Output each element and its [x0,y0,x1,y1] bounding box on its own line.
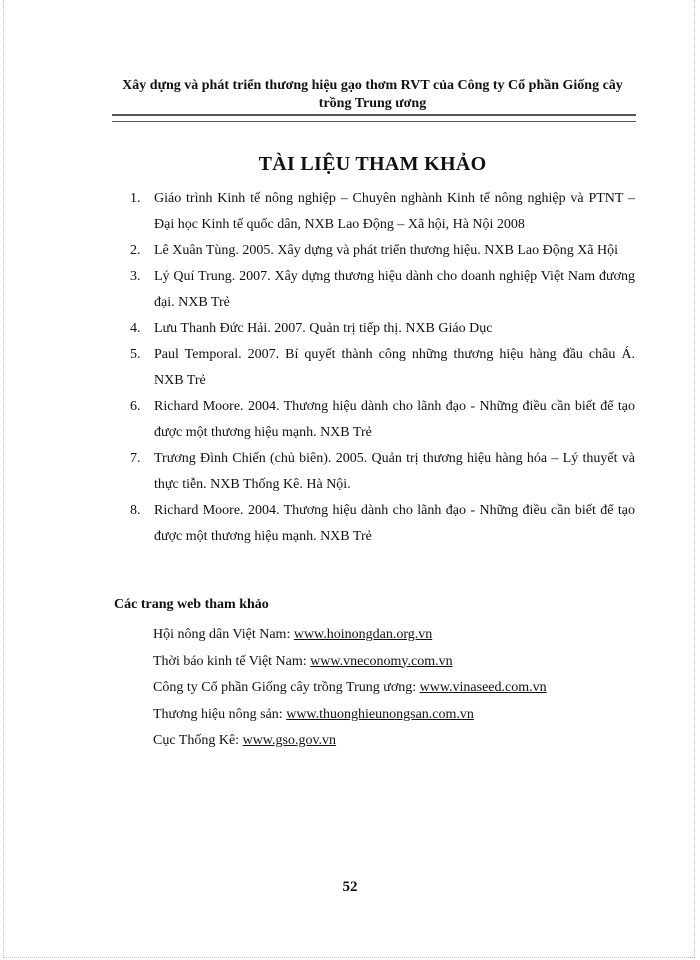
header-rule [112,114,636,122]
page-frame-bottom [3,957,695,958]
reference-item [130,498,635,550]
running-header: Xây dựng và phát triển thương hiệu gạo thơm RVT của Công ty Cổ phần Giống cây trồng Trung ương [122,78,623,111]
reference-text: Trương Đình Chiến (chủ biên). 2005. Quản trị thương hiệu hàng hóa – Lý thuyết và thực tiễn. NXB Thống Kê. Hà Nội. [154,451,635,492]
reference-text: Richard Moore. 2004. Thương hiệu dành cho lãnh đạo - Những điều cần biết để tạo được một thương hiệu mạnh. NXB Trẻ [154,399,635,440]
page-title: TÀI LIỆU THAM KHẢO [258,153,487,175]
reference-text: Lý Quí Trung. 2007. Xây dựng thương hiệu dành cho doanh nghiệp Việt Nam đương đại. NXB Trẻ [154,269,635,310]
website-label: Công ty Cổ phần Giống cây trồng Trung ương: [153,680,420,695]
reference-number: 4. [130,321,141,336]
reference-number: 3. [130,269,141,284]
reference-number: 2. [130,243,141,258]
reference-text: Richard Moore. 2004. Thương hiệu dành cho lãnh đạo - Những điều cần biết để tạo được một thương hiệu mạnh. NXB Trẻ [154,503,635,544]
reference-item [130,186,635,238]
reference-item [130,342,635,394]
website-item [153,622,623,649]
website-link[interactable]: www.vneconomy.com.vn [310,653,453,669]
website-item [153,702,623,729]
website-item [153,675,623,702]
website-item [153,649,623,676]
website-label: Thương hiệu nông sản: [153,706,287,722]
page-frame-right [694,0,695,958]
website-label: Thời báo kinh tế Việt Nam: [153,653,311,669]
website-link[interactable]: www.vinaseed.com.vn [419,680,547,695]
reference-number: 6. [130,399,141,414]
reference-number: 5. [130,347,141,362]
reference-item [130,394,635,446]
reference-list [130,186,635,550]
website-item [153,728,623,755]
website-label: Hội nông dân Việt Nam: [153,627,294,642]
reference-number: 7. [130,451,141,466]
page-number: 52 [342,879,358,895]
reference-item [130,446,635,498]
reference-text: Paul Temporal. 2007. Bí quyết thành công những thương hiệu hàng đầu châu Á. NXB Trẻ [154,347,635,388]
reference-number: 1. [130,191,141,206]
reference-item [130,238,635,264]
web-references-heading: Các trang web tham khảo [114,597,269,612]
website-link[interactable]: www.thuonghieunongsan.com.vn [286,706,474,722]
reference-text: Giáo trình Kinh tế nông nghiệp – Chuyên nghành Kinh tế nông nghiệp và PTNT – Đại học Kinh tế quốc dân, NXB Lao Động – Xã hội, Hà Nội 2008 [154,191,635,232]
reference-text: Lê Xuân Tùng. 2005. Xây dựng và phát triển thương hiệu. NXB Lao Động Xã Hội [154,243,619,258]
website-link[interactable]: www.hoinongdan.org.vn [293,627,433,642]
reference-item [130,264,635,316]
website-list [153,622,623,755]
reference-item [130,316,635,342]
reference-text: Lưu Thanh Đức Hải. 2007. Quản trị tiếp thị. NXB Giáo Dục [154,321,493,336]
website-link[interactable]: www.gso.gov.vn [242,733,337,748]
page-frame-left [3,0,4,958]
website-label: Cục Thống Kê: [153,733,243,748]
reference-number: 8. [130,503,141,518]
